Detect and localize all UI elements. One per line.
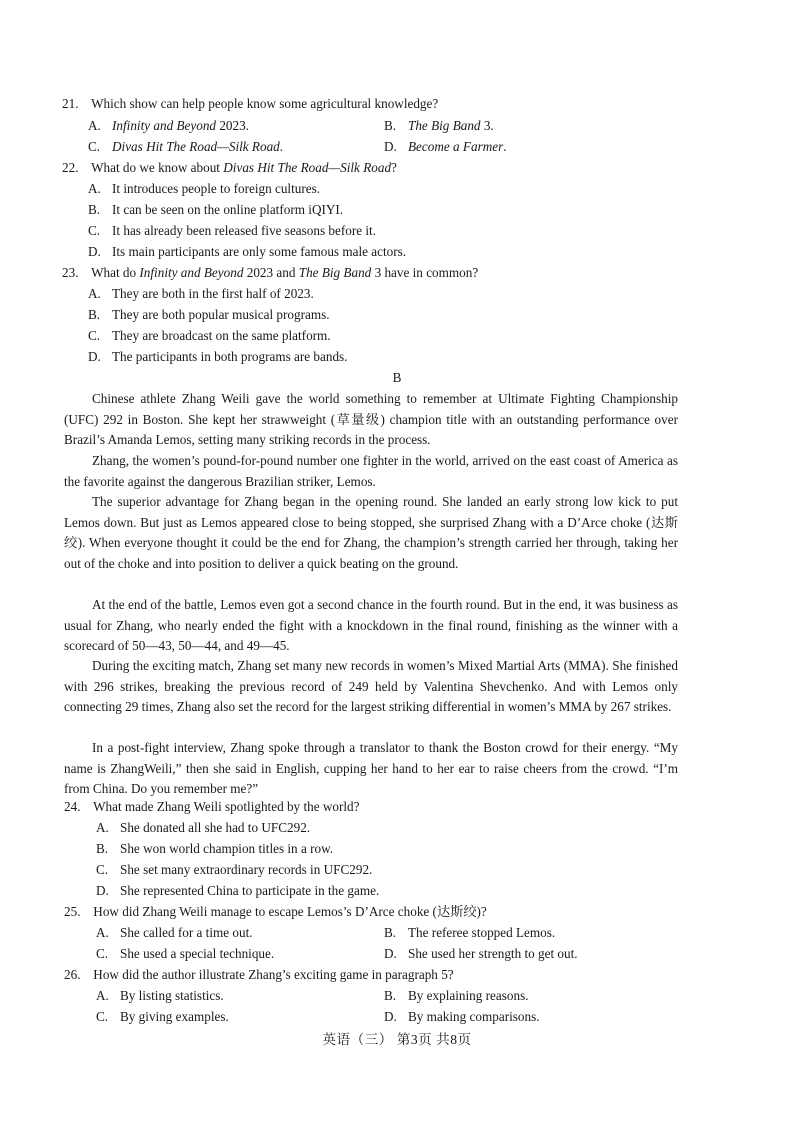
q25-stem [64,903,704,921]
q22-stem [62,159,702,177]
option-letter: C. [96,1009,109,1024]
q22-option-b [88,201,343,219]
q23-option-b [88,306,330,324]
passage-paragraph-1 [64,389,678,451]
option-text: Divas Hit The Road—Silk Road [112,139,280,154]
q23-text-mid: 2023 and [243,265,299,280]
q22-option-a [88,180,320,198]
q24-number: 24. [64,799,81,814]
option-letter: A. [96,820,109,835]
option-letter: C. [88,139,101,154]
option-text: They are broadcast on the same platform. [112,328,331,343]
option-text: By explaining reasons. [408,988,529,1003]
paragraph-text: The superior advantage for Zhang began in the opening round. She landed an early strong low kick to put Lemos down. But just as Lemos appeared close to being stopped, she surprised Zhang with a D’Arce choke (达斯绞). When everyone thought it could be the end for Zhang, the champion’s strength carried her through, taking her out of the choke and into position to deliver a quick beating on the ground. [64,494,678,571]
option-text: She represented China to participate in the game. [120,883,380,898]
option-letter: C. [96,862,109,877]
option-letter: C. [96,946,109,961]
paragraph-text: Chinese athlete Zhang Weili gave the world something to remember at Ultimate Fighting Championship (UFC) 292 in Boston. She kept her strawweight (草量级) champion title with an outstanding performance over Brazil’s Amanda Lemos, setting many striking records in the process. [64,391,678,448]
q21-number: 21. [62,96,79,111]
option-letter: B. [384,925,397,940]
option-letter: B. [384,118,397,133]
option-letter: B. [96,841,109,856]
q23-option-d [88,348,347,366]
passage-paragraph-2 [64,451,678,492]
q26-option-a [96,987,224,1005]
q26-option-d [384,1008,540,1026]
option-text: She used her strength to get out. [408,946,578,961]
option-text: By giving examples. [120,1009,229,1024]
option-text: Become a Farmer [408,139,504,154]
option-letter: B. [384,988,397,1003]
option-text: She set many extraordinary records in UFC292. [120,862,373,877]
option-text: It can be seen on the online platform iQIYI. [112,202,344,217]
option-text: Infinity and Beyond [112,118,217,133]
q23-title-2: The Big Band [298,265,372,280]
option-suffix: . [279,139,284,154]
option-suffix: 2023. [216,118,249,133]
option-text: Its main participants are only some famous male actors. [112,244,407,259]
q21-option-c [88,138,283,156]
q22-mark: ? [391,160,397,175]
option-letter: A. [88,181,101,196]
q25-option-d [384,945,578,963]
q25-option-b [384,924,555,942]
q26-number: 26. [64,967,81,982]
q24-stem [64,798,704,816]
option-text: By making comparisons. [408,1009,540,1024]
option-letter: D. [384,946,397,961]
option-letter: B. [88,307,101,322]
q24-option-b [96,840,333,858]
q26-option-b [384,987,529,1005]
paragraph-text: During the exciting match, Zhang set many new records in women’s Mixed Martial Arts (MMA). She finished with 296 strikes, breaking the previous record of 249 held by Valentina Shevchenko. And with Lemos only connecting 29 times, Zhang also set the record for the largest striking differential in women’s MMA by 267 strikes. [64,658,678,715]
option-letter: D. [88,244,101,259]
q23-stem [62,264,702,282]
option-text: It has already been released five seasons before it. [112,223,376,238]
option-letter: A. [88,286,101,301]
option-letter: C. [88,328,101,343]
option-text: It introduces people to foreign cultures. [112,181,321,196]
q23-option-a [88,285,314,303]
q26-stem [64,966,704,984]
q21-stem [62,95,702,113]
option-text: She donated all she had to UFC292. [120,820,311,835]
q21-option-b [384,117,494,135]
q24-option-c [96,861,372,879]
page-footer: 英语（三） 第3页 共8页 [322,1032,472,1047]
q26-text: How did the author illustrate Zhang’s exciting game in paragraph 5? [93,967,454,982]
option-text: The Big Band [408,118,481,133]
q22-title: Divas Hit The Road—Silk Road [223,160,392,175]
option-letter: A. [96,925,109,940]
q22-option-d [88,243,406,261]
passage-paragraph-3 [64,492,678,574]
option-letter: D. [384,139,397,154]
section-heading: B [392,370,402,385]
passage-paragraph-6 [64,738,678,800]
option-text: The participants in both programs are bands. [112,349,348,364]
q24-option-d [96,882,379,900]
option-letter: B. [88,202,101,217]
q21-option-d [384,138,507,156]
q23-title-1: Infinity and Beyond [139,265,244,280]
option-suffix: 3. [480,118,494,133]
option-letter: C. [88,223,101,238]
q22-number: 22. [62,160,79,175]
q21-option-a [88,117,249,135]
q25-option-a [96,924,253,942]
q25-number: 25. [64,904,81,919]
q21-text: Which show can help people know some agricultural knowledge? [91,96,439,111]
q24-text: What made Zhang Weili spotlighted by the world? [93,799,360,814]
q25-option-c [96,945,274,963]
q26-option-c [96,1008,229,1026]
paragraph-text: At the end of the battle, Lemos even got a second chance in the fourth round. But in the end, it was business as usual for Zhang, who nearly ended the fight with a knockdown in the final round, finishing as the winner with a scorecard of 50—43, 50—44, and 49—45. [64,597,678,654]
q24-option-a [96,819,310,837]
passage-paragraph-5 [64,656,678,718]
option-letter: D. [88,349,101,364]
option-letter: D. [96,883,109,898]
q25-text: How did Zhang Weili manage to escape Lemos’s D’Arce choke (达斯绞)? [93,904,487,919]
q23-text-end: 3 have in common? [371,265,479,280]
passage-paragraph-4 [64,595,678,657]
option-suffix: . [503,139,507,154]
option-letter: A. [88,118,101,133]
paragraph-text: Zhang, the women’s pound-for-pound number one fighter in the world, arrived on the east coast of America as the favorite against the dangerous Brazilian striker, Lemos. [64,453,678,489]
option-text: By listing statistics. [120,988,224,1003]
option-text: She used a special technique. [120,946,275,961]
option-letter: D. [384,1009,397,1024]
option-letter: A. [96,988,109,1003]
q23-number: 23. [62,265,79,280]
paragraph-text: In a post-fight interview, Zhang spoke through a translator to thank the Boston crowd for their energy. “My name is ZhangWeili,” then she said in English, cupping her hand to her ear to raise cheers from the crowd. “I’m from China. Do you remember me?” [64,740,678,797]
q23-option-c [88,327,331,345]
option-text: The referee stopped Lemos. [408,925,556,940]
q22-option-c [88,222,376,240]
option-text: She called for a time out. [120,925,253,940]
option-text: They are both popular musical programs. [112,307,330,322]
q22-text: What do we know about [91,160,224,175]
option-text: They are both in the first half of 2023. [112,286,314,301]
q23-text: What do [91,265,140,280]
option-text: She won world champion titles in a row. [120,841,334,856]
